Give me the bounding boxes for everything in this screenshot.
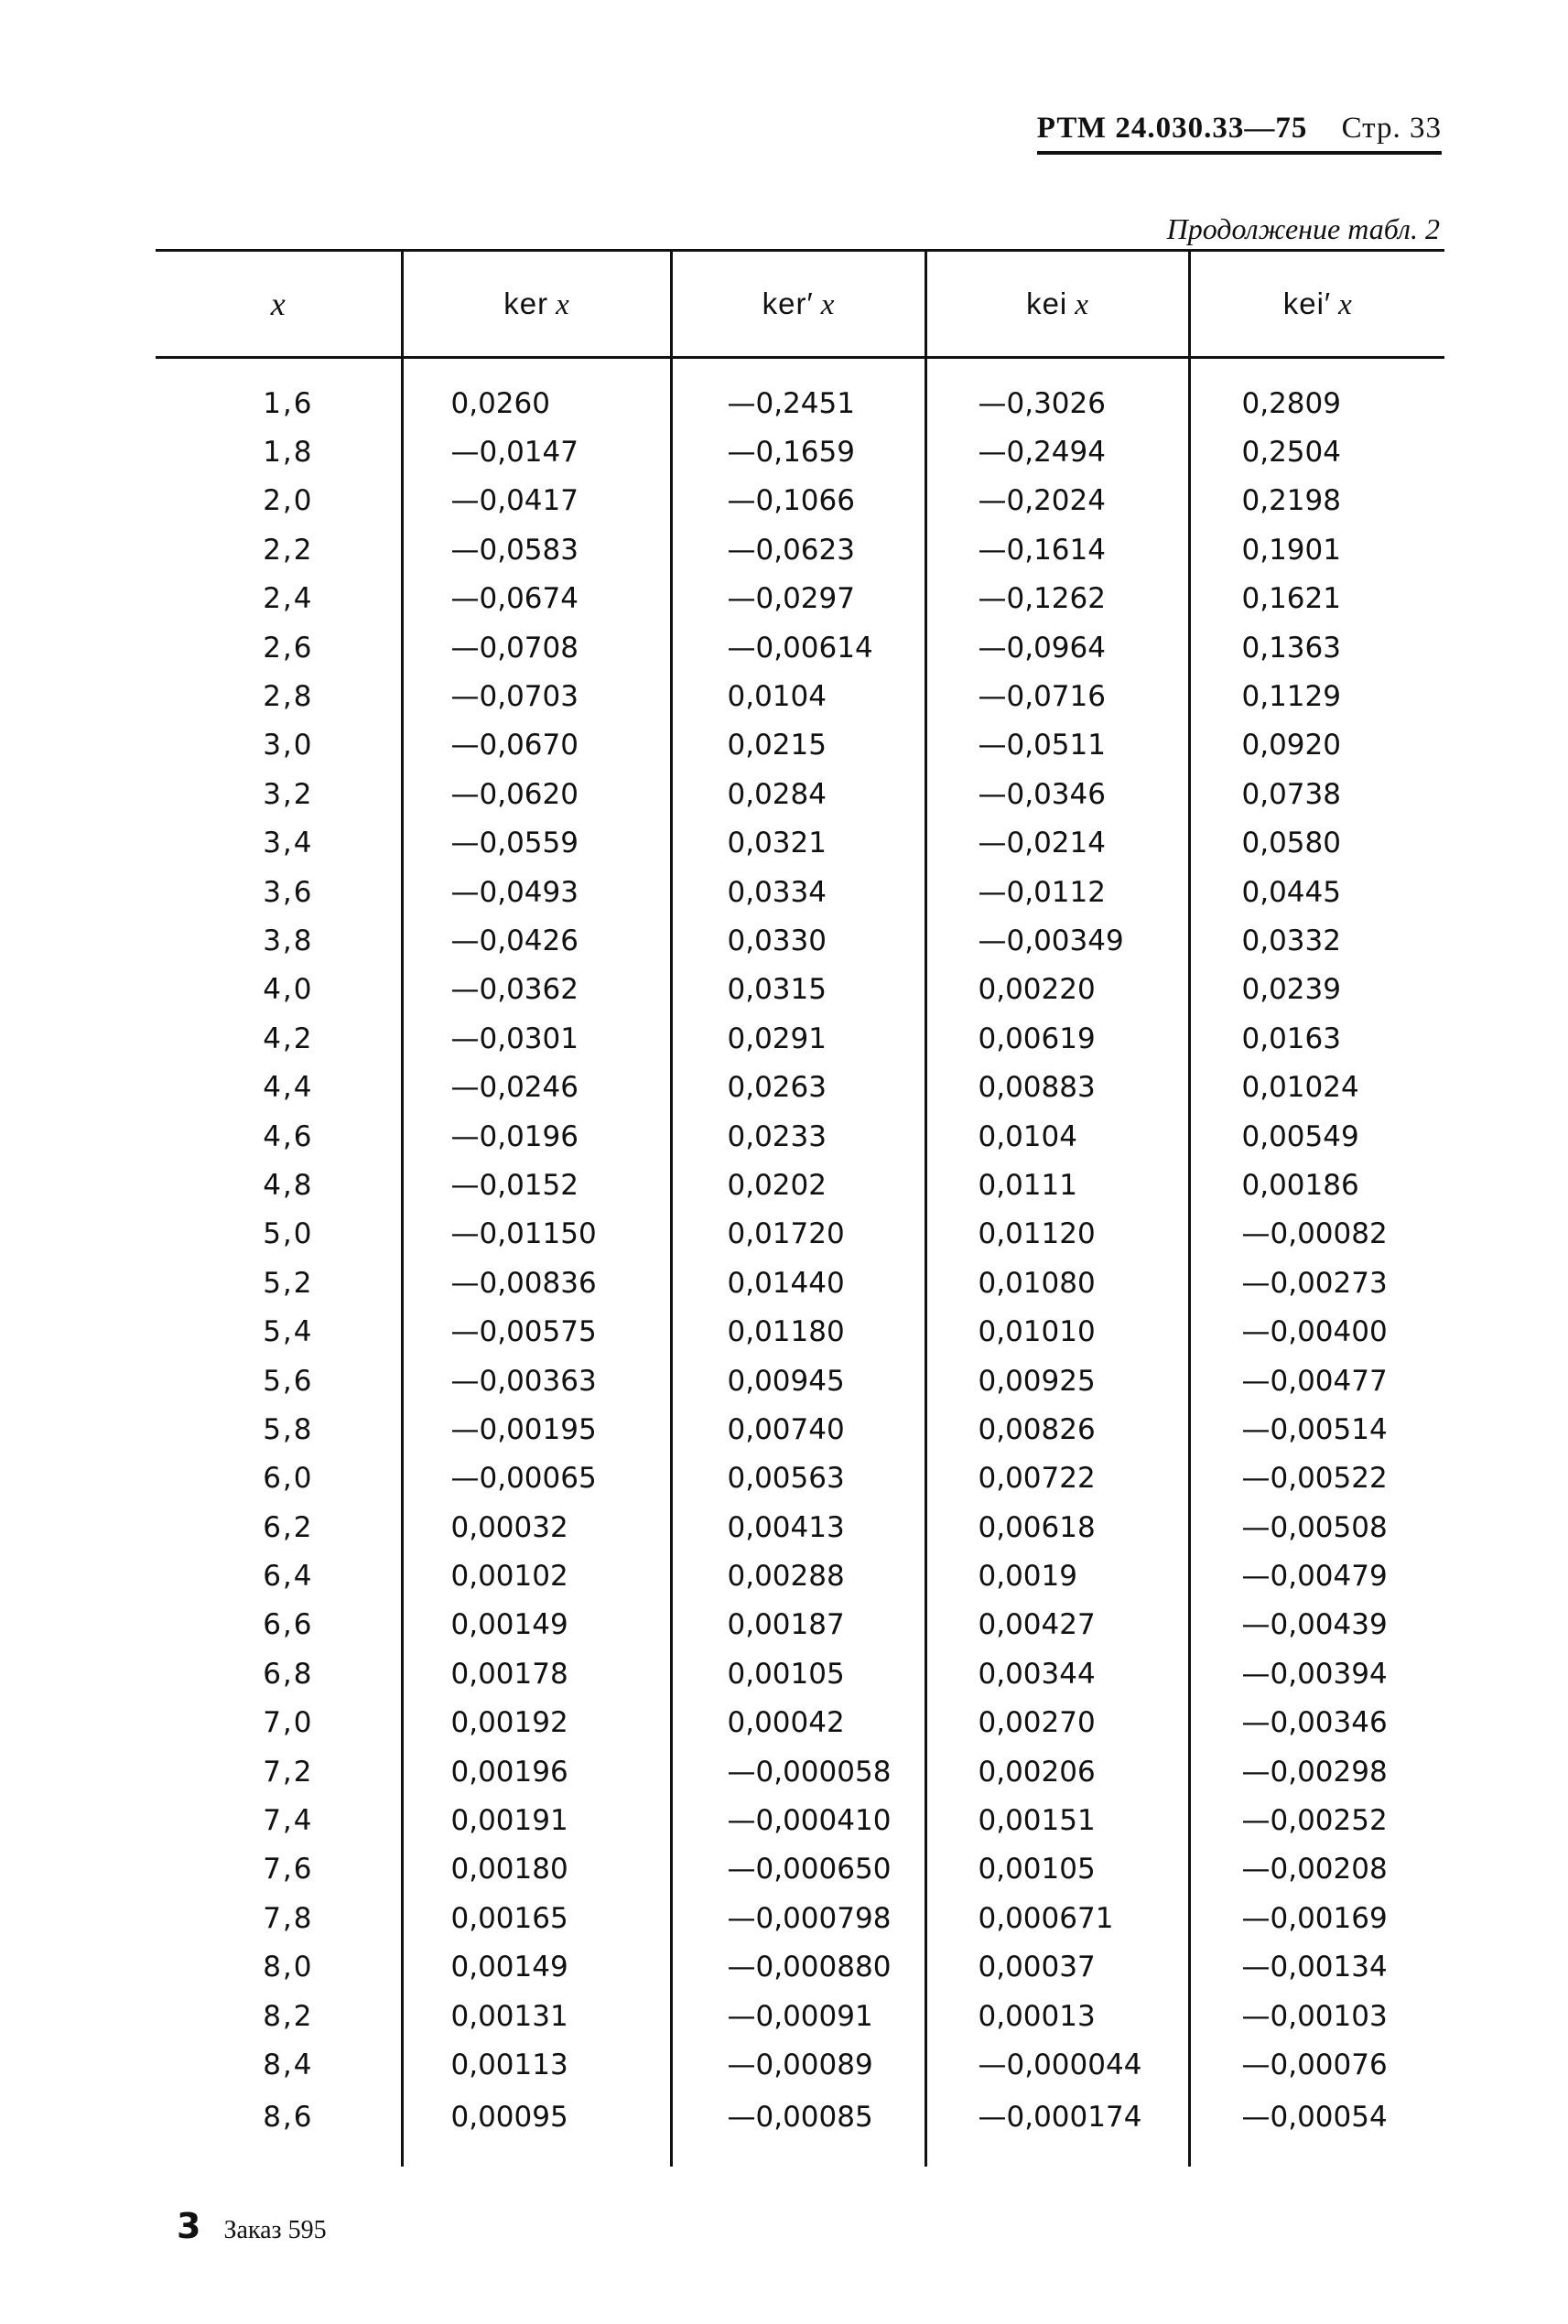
cell-ker-prime: —0,000650: [671, 1845, 925, 1894]
cell-x: 4,4: [263, 1071, 314, 1105]
cell-kei-prime: 0,0580: [1189, 819, 1444, 868]
column-header-ker-var: x: [556, 287, 569, 321]
cell-kei-prime: —0,00479: [1189, 1551, 1444, 1600]
cell-ker: 0,00180: [402, 1845, 671, 1894]
cell-x: 7,8: [263, 1901, 314, 1935]
table-row: [156, 575, 1444, 623]
cell-kei: —0,000044: [925, 2040, 1189, 2089]
cell-kei-prime: —0,00252: [1189, 1796, 1444, 1844]
cell-ker: —0,0426: [402, 916, 671, 965]
cell-kei-prime: —0,00508: [1189, 1503, 1444, 1551]
column-header-kei-prime: [1189, 251, 1444, 358]
cell-kei: —0,0511: [925, 721, 1189, 770]
cell-ker-prime: —0,000880: [671, 1943, 925, 1992]
cell-ker: 0,00131: [402, 1992, 671, 2040]
cell-kei: 0,00925: [925, 1357, 1189, 1405]
cell-x: 7,6: [263, 1853, 314, 1886]
cell-kei-prime: 0,0239: [1189, 966, 1444, 1014]
cell-ker-prime: 0,00740: [671, 1405, 925, 1454]
cell-kei: 0,00619: [925, 1014, 1189, 1063]
cell-ker-prime: —0,2451: [671, 358, 925, 428]
cell-ker-prime: 0,0215: [671, 721, 925, 770]
table-row: [156, 672, 1444, 720]
column-header-ker-fn: ker: [503, 286, 549, 320]
table-row: [156, 1601, 1444, 1649]
cell-ker-prime: 0,01180: [671, 1307, 925, 1356]
cell-kei-prime: 0,0332: [1189, 916, 1444, 965]
table-row: [156, 1699, 1444, 1747]
cell-ker: —0,00575: [402, 1307, 671, 1356]
cell-x: 6,4: [263, 1560, 314, 1594]
cell-kei-prime: 0,2504: [1189, 427, 1444, 476]
table-row: [156, 2040, 1444, 2089]
cell-kei: —0,0346: [925, 770, 1189, 818]
cell-ker-prime: 0,0330: [671, 916, 925, 965]
table-row: [156, 1747, 1444, 1796]
cell-ker: —0,0417: [402, 477, 671, 525]
cell-ker: 0,00149: [402, 1601, 671, 1649]
cell-kei-prime: —0,00273: [1189, 1259, 1444, 1307]
table-row: [156, 721, 1444, 770]
cell-ker: 0,00178: [402, 1649, 671, 1698]
table-row: [156, 1943, 1444, 1992]
table-row: [156, 1845, 1444, 1894]
cell-ker: —0,0559: [402, 819, 671, 868]
cell-kei: 0,00206: [925, 1747, 1189, 1796]
column-header-x: x: [156, 251, 402, 358]
cell-kei: —0,2494: [925, 427, 1189, 476]
cell-kei: 0,00883: [925, 1063, 1189, 1111]
cell-x: 8,0: [263, 1951, 314, 1984]
cell-kei-prime: 0,2809: [1189, 358, 1444, 428]
cell-x: 7,2: [263, 1755, 314, 1789]
cell-kei: 0,000671: [925, 1894, 1189, 1942]
cell-kei-prime: —0,00169: [1189, 1894, 1444, 1942]
cell-kei: —0,00349: [925, 916, 1189, 965]
cell-kei-prime: 0,00186: [1189, 1161, 1444, 1209]
cell-x: 8,2: [263, 1999, 314, 2033]
cell-kei: 0,00105: [925, 1845, 1189, 1894]
cell-kei: 0,0111: [925, 1161, 1189, 1209]
cell-ker: —0,0670: [402, 721, 671, 770]
cell-kei: 0,01080: [925, 1259, 1189, 1307]
cell-kei-prime: 0,00549: [1189, 1112, 1444, 1161]
page-footer: [177, 2206, 327, 2246]
standard-number: РТМ 24.030.33—75: [1036, 112, 1308, 145]
table-row: [156, 623, 1444, 672]
cell-ker: —0,0493: [402, 868, 671, 916]
cell-ker: —0,00836: [402, 1259, 671, 1307]
cell-kei-prime: 0,1129: [1189, 672, 1444, 720]
cell-ker: 0,00191: [402, 1796, 671, 1844]
table-row: [156, 477, 1444, 525]
column-header-ker: [402, 251, 671, 358]
cell-kei-prime: —0,00298: [1189, 1747, 1444, 1796]
cell-kei-prime: —0,00134: [1189, 1943, 1444, 1992]
table-row: [156, 1405, 1444, 1454]
cell-x: 4,6: [263, 1119, 314, 1153]
cell-ker: —0,0147: [402, 427, 671, 476]
cell-x: 6,6: [263, 1608, 314, 1642]
cell-x: 4,0: [263, 973, 314, 1007]
cell-kei: 0,00344: [925, 1649, 1189, 1698]
cell-kei: 0,0019: [925, 1551, 1189, 1600]
cell-kei-prime: —0,00522: [1189, 1454, 1444, 1503]
table-row: [156, 819, 1444, 868]
cell-ker: —0,0708: [402, 623, 671, 672]
table-row: [156, 916, 1444, 965]
page-number: Стр. 33: [1341, 112, 1442, 145]
cell-kei-prime: —0,00082: [1189, 1210, 1444, 1259]
cell-kei: —0,0964: [925, 623, 1189, 672]
column-header-ker-prime: [671, 251, 925, 358]
cell-kei: 0,00151: [925, 1796, 1189, 1844]
cell-kei-prime: —0,00208: [1189, 1845, 1444, 1894]
cell-ker-prime: 0,0315: [671, 966, 925, 1014]
cell-ker: 0,00102: [402, 1551, 671, 1600]
table-row: [156, 1259, 1444, 1307]
cell-ker-prime: —0,00089: [671, 2040, 925, 2089]
table-row: [156, 1992, 1444, 2040]
cell-kei-prime: 0,1621: [1189, 575, 1444, 623]
table-row: [156, 1161, 1444, 1209]
cell-ker-prime: 0,0334: [671, 868, 925, 916]
column-header-ker-prime-fn: ker′: [762, 286, 814, 320]
cell-ker-prime: —0,1659: [671, 427, 925, 476]
cell-x: 1,6: [263, 386, 314, 420]
cell-kei: —0,0112: [925, 868, 1189, 916]
cell-kei: —0,000174: [925, 2090, 1189, 2167]
table-row: [156, 1357, 1444, 1405]
cell-ker-prime: 0,01720: [671, 1210, 925, 1259]
cell-ker: —0,00195: [402, 1405, 671, 1454]
cell-kei-prime: —0,00439: [1189, 1601, 1444, 1649]
cell-kei-prime: —0,00054: [1189, 2090, 1444, 2167]
cell-kei: 0,01010: [925, 1307, 1189, 1356]
cell-ker: —0,0583: [402, 525, 671, 574]
table-row: [156, 1014, 1444, 1063]
column-header-kei-var: x: [1075, 287, 1088, 321]
cell-kei: —0,1614: [925, 525, 1189, 574]
cell-kei: 0,00722: [925, 1454, 1189, 1503]
cell-ker-prime: —0,0623: [671, 525, 925, 574]
cell-ker-prime: 0,0202: [671, 1161, 925, 1209]
cell-ker-prime: —0,000798: [671, 1894, 925, 1942]
cell-ker: 0,00196: [402, 1747, 671, 1796]
cell-ker: —0,01150: [402, 1210, 671, 1259]
cell-x: 2,4: [263, 582, 314, 616]
table-row: [156, 358, 1444, 428]
column-header-kei: [925, 251, 1189, 358]
cell-ker: 0,00165: [402, 1894, 671, 1942]
cell-kei-prime: 0,0163: [1189, 1014, 1444, 1063]
table-header-row: [156, 251, 1444, 358]
cell-ker-prime: —0,0297: [671, 575, 925, 623]
cell-x: 7,0: [263, 1706, 314, 1740]
cell-ker-prime: —0,1066: [671, 477, 925, 525]
table-row: [156, 1796, 1444, 1844]
cell-kei: 0,01120: [925, 1210, 1189, 1259]
cell-ker-prime: 0,0104: [671, 672, 925, 720]
cell-ker-prime: —0,00614: [671, 623, 925, 672]
cell-kei: 0,00013: [925, 1992, 1189, 2040]
cell-x: 5,4: [263, 1315, 314, 1349]
cell-ker: —0,00363: [402, 1357, 671, 1405]
table-row: [156, 1307, 1444, 1356]
table-row: [156, 2090, 1444, 2167]
cell-ker-prime: —0,00085: [671, 2090, 925, 2167]
cell-kei: 0,00270: [925, 1699, 1189, 1747]
cell-kei-prime: —0,00400: [1189, 1307, 1444, 1356]
cell-x: 5,8: [263, 1412, 314, 1446]
cell-ker: 0,00095: [402, 2090, 671, 2167]
cell-kei: 0,00037: [925, 1943, 1189, 1992]
cell-ker-prime: 0,00563: [671, 1454, 925, 1503]
table-row: [156, 525, 1444, 574]
cell-x: 5,0: [263, 1217, 314, 1251]
cell-kei: 0,00618: [925, 1503, 1189, 1551]
cell-kei-prime: 0,2198: [1189, 477, 1444, 525]
column-header-ker-prime-var: x: [820, 287, 835, 321]
cell-kei: —0,2024: [925, 477, 1189, 525]
cell-kei-prime: 0,0920: [1189, 721, 1444, 770]
cell-ker-prime: 0,00288: [671, 1551, 925, 1600]
cell-ker-prime: —0,000058: [671, 1747, 925, 1796]
cell-x: 8,4: [263, 2048, 314, 2081]
cell-x: 3,0: [263, 729, 314, 762]
cell-x: 4,8: [263, 1168, 314, 1202]
footer-number: 3: [177, 2206, 201, 2246]
cell-kei-prime: 0,1363: [1189, 623, 1444, 672]
cell-kei-prime: 0,1901: [1189, 525, 1444, 574]
cell-ker: —0,00065: [402, 1454, 671, 1503]
cell-ker-prime: 0,0263: [671, 1063, 925, 1111]
cell-kei: —0,1262: [925, 575, 1189, 623]
cell-ker-prime: 0,00105: [671, 1649, 925, 1698]
table-row: [156, 868, 1444, 916]
cell-x: 4,2: [263, 1021, 314, 1055]
footer-order: Заказ 595: [223, 2216, 327, 2244]
cell-ker: —0,0620: [402, 770, 671, 818]
cell-ker-prime: 0,0291: [671, 1014, 925, 1063]
cell-kei: 0,00220: [925, 966, 1189, 1014]
cell-ker: 0,00032: [402, 1503, 671, 1551]
table-body: [156, 358, 1444, 2167]
cell-ker: —0,0301: [402, 1014, 671, 1063]
cell-x: 3,6: [263, 875, 314, 909]
cell-kei: 0,0104: [925, 1112, 1189, 1161]
cell-kei-prime: —0,00076: [1189, 2040, 1444, 2089]
table-row: [156, 1649, 1444, 1698]
cell-kei: 0,00826: [925, 1405, 1189, 1454]
cell-x: 2,6: [263, 631, 314, 665]
table-row: [156, 966, 1444, 1014]
cell-ker: 0,00149: [402, 1943, 671, 1992]
cell-x: 2,8: [263, 680, 314, 714]
cell-kei-prime: 0,0738: [1189, 770, 1444, 818]
cell-x: 3,8: [263, 924, 314, 957]
cell-ker-prime: 0,00187: [671, 1601, 925, 1649]
cell-ker: 0,00113: [402, 2040, 671, 2089]
cell-ker: —0,0674: [402, 575, 671, 623]
column-header-kei-fn: kei: [1026, 286, 1068, 320]
table-continuation-caption: Продолжение табл. 2: [1166, 212, 1440, 245]
cell-ker: —0,0152: [402, 1161, 671, 1209]
cell-kei-prime: —0,00477: [1189, 1357, 1444, 1405]
cell-ker-prime: 0,00413: [671, 1503, 925, 1551]
cell-kei-prime: —0,00514: [1189, 1405, 1444, 1454]
cell-x: 3,4: [263, 827, 314, 860]
cell-x: 5,2: [263, 1266, 314, 1300]
cell-x: 2,0: [263, 484, 314, 518]
table-row: [156, 1112, 1444, 1161]
cell-ker-prime: 0,00042: [671, 1699, 925, 1747]
table-row: [156, 770, 1444, 818]
cell-kei-prime: —0,00394: [1189, 1649, 1444, 1698]
cell-ker: —0,0362: [402, 966, 671, 1014]
cell-kei: —0,0214: [925, 819, 1189, 868]
cell-ker: —0,0246: [402, 1063, 671, 1111]
column-header-kei-prime-fn: kei′: [1282, 286, 1332, 320]
cell-ker: 0,00192: [402, 1699, 671, 1747]
cell-x: 1,8: [263, 436, 314, 470]
cell-kei-prime: —0,00103: [1189, 1992, 1444, 2040]
cell-ker-prime: 0,0233: [671, 1112, 925, 1161]
cell-x: 5,6: [263, 1364, 314, 1398]
cell-kei: 0,00427: [925, 1601, 1189, 1649]
table-row: [156, 1551, 1444, 1600]
cell-ker-prime: 0,00945: [671, 1357, 925, 1405]
cell-ker: 0,0260: [402, 358, 671, 428]
cell-kei-prime: 0,0445: [1189, 868, 1444, 916]
cell-ker-prime: —0,000410: [671, 1796, 925, 1844]
cell-x: 3,2: [263, 777, 314, 811]
table-row: [156, 1454, 1444, 1503]
cell-x: 8,6: [263, 2100, 314, 2134]
cell-kei-prime: —0,00346: [1189, 1699, 1444, 1747]
cell-ker-prime: 0,0321: [671, 819, 925, 868]
column-header-kei-prime-var: x: [1338, 287, 1352, 321]
cell-ker: —0,0196: [402, 1112, 671, 1161]
cell-x: 7,4: [263, 1804, 314, 1838]
cell-ker-prime: —0,00091: [671, 1992, 925, 2040]
cell-x: 6,0: [263, 1462, 314, 1496]
cell-kei-prime: 0,01024: [1189, 1063, 1444, 1111]
table-row: [156, 1210, 1444, 1259]
cell-kei: —0,0716: [925, 672, 1189, 720]
cell-x: 6,2: [263, 1510, 314, 1544]
cell-ker-prime: 0,0284: [671, 770, 925, 818]
cell-x: 2,2: [263, 533, 314, 567]
table-row: [156, 427, 1444, 476]
table-row: [156, 1503, 1444, 1551]
cell-ker: —0,0703: [402, 672, 671, 720]
cell-ker-prime: 0,01440: [671, 1259, 925, 1307]
page-header: [1037, 112, 1442, 155]
cell-x: 6,8: [263, 1657, 314, 1691]
table-row: [156, 1894, 1444, 1942]
cell-kei: —0,3026: [925, 358, 1189, 428]
kelvin-functions-table: [156, 249, 1444, 2167]
table-row: [156, 1063, 1444, 1111]
